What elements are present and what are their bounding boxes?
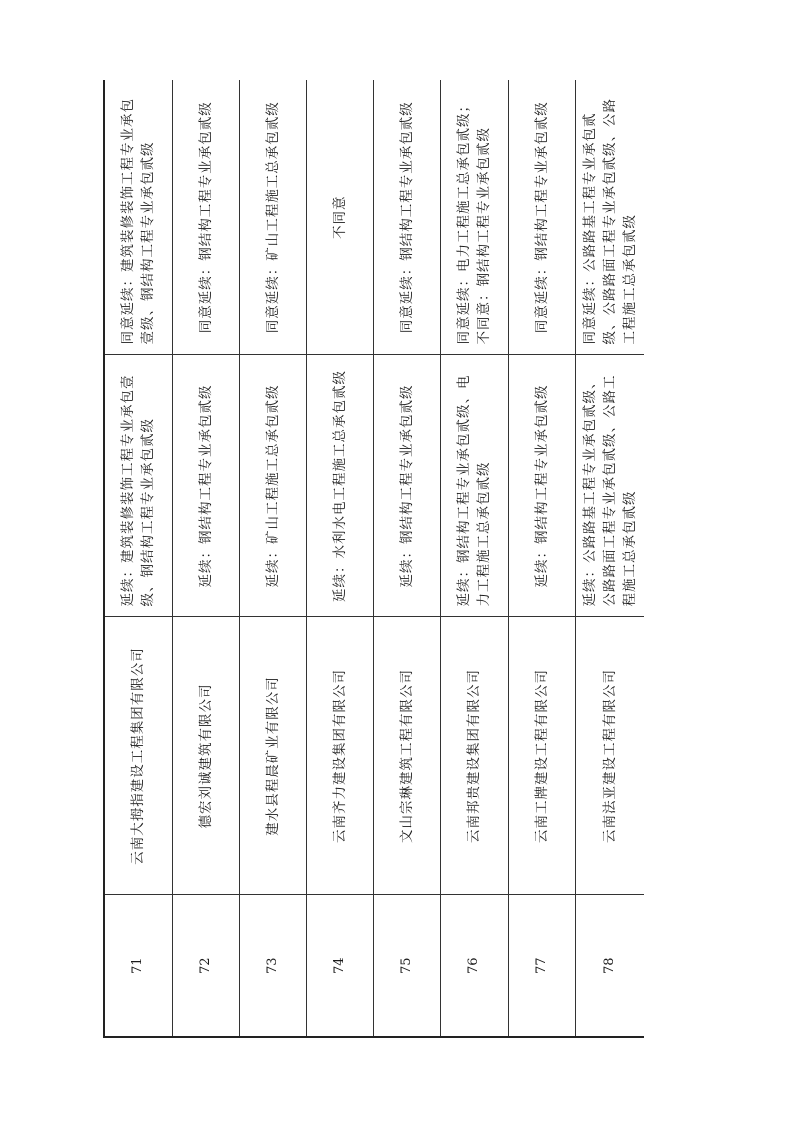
applied-qualification: 延续：钢结构工程专业承包贰级、电力工程施工总承包贰级 (440, 355, 508, 617)
applied-qualification: 延续：公路路基工程专业承包贰级、公路路面工程专业承包贰级、公路工程施工总承包贰级 (575, 355, 644, 617)
row-number: 71 (104, 895, 172, 1037)
rotated-table-container (103, 80, 644, 1038)
row-number: 74 (306, 895, 373, 1037)
company-name: 德宏刘诚建筑有限公司 (172, 617, 239, 895)
applied-qualification: 延续：建筑装修装饰工程专业承包壹级、钢结构工程专业承包贰级 (104, 355, 172, 617)
table-row (575, 80, 644, 1037)
row-number: 73 (239, 895, 306, 1037)
applied-qualification: 延续：钢结构工程专业承包贰级 (172, 355, 239, 617)
company-name: 云南邦贵建设集团有限公司 (440, 617, 508, 895)
review-decision: 不同意 (306, 80, 373, 355)
row-number: 72 (172, 895, 239, 1037)
review-decision: 同意延续：矿山工程施工总承包贰级 (239, 80, 306, 355)
row-number: 78 (575, 895, 644, 1037)
table-row (373, 80, 440, 1037)
applied-qualification: 延续：水利水电工程施工总承包贰级 (306, 355, 373, 617)
row-number: 77 (508, 895, 575, 1037)
company-name: 云南工牌建设工程有限公司 (508, 617, 575, 895)
company-name: 建水县程晨矿业有限公司 (239, 617, 306, 895)
table-row (172, 80, 239, 1037)
table-row (508, 80, 575, 1037)
review-decision: 同意延续：公路路基工程专业承包贰级、公路路面工程专业承包贰级、公路工程施工总承包贰级 (575, 80, 644, 355)
row-number: 75 (373, 895, 440, 1037)
table-row (104, 80, 172, 1037)
applied-qualification: 延续：钢结构工程专业承包贰级 (508, 355, 575, 617)
company-name: 云南大拇指建设工程集团有限公司 (104, 617, 172, 895)
company-name: 文山宗琳建筑工程有限公司 (373, 617, 440, 895)
applied-qualification: 延续：矿山工程施工总承包贰级 (239, 355, 306, 617)
table-row (306, 80, 373, 1037)
review-decision: 同意延续：建筑装修装饰工程专业承包壹级、钢结构工程专业承包贰级 (104, 80, 172, 355)
applied-qualification: 延续：钢结构工程专业承包贰级 (373, 355, 440, 617)
review-decision: 同意延续：电力工程施工总承包贰级；不同意：钢结构工程专业承包贰级 (440, 80, 508, 355)
review-decision: 同意延续：钢结构工程专业承包贰级 (373, 80, 440, 355)
table-row (239, 80, 306, 1037)
rotated-table-frame (103, 80, 644, 1038)
review-decision: 同意延续：钢结构工程专业承包贰级 (172, 80, 239, 355)
review-decision: 同意延续：钢结构工程专业承包贰级 (508, 80, 575, 355)
company-name: 云南法亚建设工程有限公司 (575, 617, 644, 895)
approval-table (103, 80, 644, 1038)
company-name: 云南齐力建设集团有限公司 (306, 617, 373, 895)
row-number: 76 (440, 895, 508, 1037)
table-row (440, 80, 508, 1037)
